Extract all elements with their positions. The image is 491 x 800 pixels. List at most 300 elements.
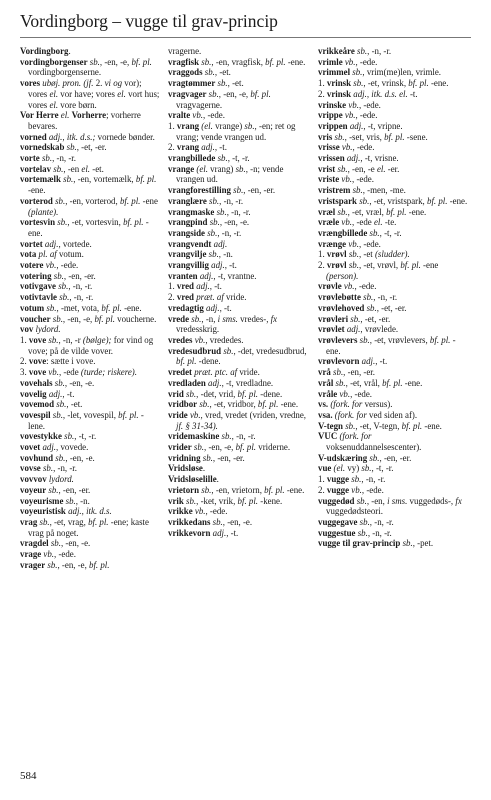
entry-text: 2. <box>318 484 327 495</box>
grammar-note: sb. <box>52 409 63 420</box>
dictionary-entry <box>168 517 310 528</box>
entry-text: vuggedøds-, <box>407 495 456 506</box>
grammar-note: vb. <box>341 174 353 185</box>
dictionary-entry <box>20 292 160 303</box>
grammar-note: sb. <box>366 302 377 313</box>
grammar-note: (plante). <box>28 206 59 217</box>
entry-text: , -et, -er. <box>376 302 407 313</box>
headword: vrage <box>20 549 42 560</box>
headword: vrippen <box>318 120 348 131</box>
grammar-note: adj. <box>346 153 361 164</box>
entry-text: , vovede. <box>56 442 89 453</box>
dictionary-entry <box>318 228 468 239</box>
headword: vovet <box>20 442 41 453</box>
headword: vranten <box>168 270 198 281</box>
grammar-note: vb. <box>348 238 359 249</box>
dictionary-entry <box>168 217 310 228</box>
entry-text: , vortede. <box>58 238 92 249</box>
dictionary-entry <box>20 410 160 431</box>
entry-text: , -n, -r. <box>53 463 77 474</box>
grammar-note: adj. <box>361 356 376 367</box>
dictionary-entry <box>20 538 160 549</box>
dictionary-entry <box>168 249 310 260</box>
entry-text: vrange) <box>212 120 245 131</box>
entry-text: , -n, -r. <box>367 527 392 538</box>
dictionary-entry <box>168 389 310 400</box>
grammar-note: adj. <box>346 324 361 335</box>
grammar-note: bf. pl. <box>101 302 122 313</box>
grammar-note: jf. § 31-34). <box>176 420 218 431</box>
grammar-note: vb. <box>348 99 359 110</box>
entry-text: -dene. <box>258 388 283 399</box>
dictionary-entry <box>168 485 310 496</box>
dictionary-entry <box>168 164 310 185</box>
grammar-note: (person). <box>326 270 359 281</box>
entry-text: , -ede. <box>355 56 378 67</box>
grammar-note: sb. <box>202 452 213 463</box>
entry-text: -ene. <box>326 334 456 356</box>
entry-text: , -ede <box>58 367 81 378</box>
grammar-note: sb. <box>363 292 374 303</box>
entry-text: , -t, vripne. <box>363 120 403 131</box>
entry-text: , -det, vrid, <box>196 388 238 399</box>
grammar-note: el. <box>60 110 70 121</box>
grammar-note: vb. <box>48 367 59 378</box>
entry-text: vredesskrig. <box>176 324 220 335</box>
dictionary-entry <box>20 57 160 78</box>
entry-text: , -en, -e. <box>64 377 95 388</box>
dictionary-entry <box>318 335 468 356</box>
dictionary-entry <box>318 463 468 474</box>
grammar-note: sb. <box>64 431 75 442</box>
grammar-note: adj., itk. d.s.; <box>48 131 96 142</box>
entry-text: -ene; kaste vrag på noget. <box>28 516 149 538</box>
grammar-note: sb. <box>348 249 359 260</box>
dictionary-entry <box>318 453 468 464</box>
grammar-note: sb. <box>41 153 53 164</box>
grammar-note: bf. pl. <box>94 313 115 324</box>
entry-text: , -t, -r. <box>379 227 402 238</box>
dictionary-entry <box>318 496 468 517</box>
grammar-note: sb. <box>48 484 59 495</box>
headword: vrangpind <box>168 217 208 228</box>
grammar-note: vb. <box>344 56 356 67</box>
grammar-note: adj. <box>201 142 215 153</box>
dictionary-entry <box>168 496 310 507</box>
dictionary-entry <box>318 260 468 281</box>
entry-text: , -met, vota, <box>56 302 102 313</box>
grammar-note: sb. <box>208 249 219 260</box>
headword: vrøvl <box>326 260 347 271</box>
grammar-note: sb. <box>353 78 364 89</box>
headword: vredesudbrud <box>168 345 222 356</box>
headword: vovhund <box>20 452 54 463</box>
dictionary-entry <box>318 249 468 260</box>
entry-text: , -et, vrål, <box>345 377 383 388</box>
entry-text: vor have; vores <box>58 88 118 99</box>
headword: vrikkevorn <box>168 527 211 538</box>
entry-text: , -en <box>63 163 82 174</box>
entry-text: 2. <box>93 78 105 89</box>
grammar-note: bf. pl. <box>237 388 259 399</box>
grammar-note: præt. ptc. af <box>194 367 238 378</box>
headword: vove <box>28 356 47 367</box>
headword: voyeuristisk <box>20 506 66 517</box>
dictionary-entry <box>318 324 468 335</box>
entry-text: 2. <box>168 142 177 153</box>
grammar-note: adj. <box>212 527 227 538</box>
entry-text: , vrøvlede. <box>360 324 399 335</box>
dictionary-entry <box>20 217 160 238</box>
headword: vorned <box>20 131 47 142</box>
headword: vue <box>318 463 332 474</box>
grammar-note: sb. <box>193 442 205 453</box>
grammar-note: bf. pl. <box>237 495 259 506</box>
dictionary-entry <box>318 410 468 421</box>
entry-text: vore børn. <box>58 99 97 110</box>
grammar-note: sb. <box>56 399 67 410</box>
grammar-note: (el. <box>196 163 208 174</box>
dictionary-entry <box>318 110 468 121</box>
dictionary-entry <box>20 249 160 260</box>
grammar-note: bf. pl. <box>384 131 405 142</box>
entry-text: , -et, vridbor, <box>209 399 258 410</box>
headword: vragvager <box>168 88 207 99</box>
headword: vores <box>20 78 41 89</box>
dictionary-entry <box>168 153 310 164</box>
headword: vrikkeåre <box>318 46 355 56</box>
grammar-note: sb. <box>335 377 346 388</box>
dictionary-entry <box>20 389 160 400</box>
headword: vrag <box>20 516 38 527</box>
dictionary-entry <box>318 528 468 539</box>
grammar-note: sb. <box>55 195 66 206</box>
entry-text: voksenuddannelsescenter). <box>326 442 422 453</box>
entry-text: , -en, <box>366 495 388 506</box>
grammar-note: i sms. <box>217 313 238 324</box>
dictionary-entry <box>168 185 310 196</box>
entry-text: -lene. <box>28 409 144 431</box>
headword: vragtømmer <box>168 78 216 89</box>
grammar-note: sb. <box>235 163 246 174</box>
dictionary-entry <box>318 207 468 218</box>
headword: vrangbillede <box>168 153 216 164</box>
dictionary-entry <box>318 281 468 292</box>
headword: vrinsk <box>326 78 352 89</box>
entry-text: versus). <box>362 399 393 410</box>
headword: vrangvendt <box>168 238 212 249</box>
grammar-note: sb. <box>334 131 345 142</box>
entry-text: , -set, vris, <box>344 131 385 142</box>
dictionary-entry <box>168 314 310 335</box>
entry-text: , vred, vredet (vriden, vredne, <box>200 409 307 420</box>
headword: vrist <box>318 163 336 174</box>
entry-text: , -n, -r. <box>69 292 94 303</box>
dictionary-entry <box>318 57 468 68</box>
grammar-note: adj. <box>213 238 228 249</box>
grammar-note: sb. <box>50 538 61 549</box>
grammar-note: vb. <box>192 110 204 121</box>
grammar-note: (sludder). <box>374 249 410 260</box>
grammar-note: pl. af <box>38 249 57 260</box>
headword: vovse <box>20 463 41 474</box>
dictionary-entry <box>20 506 160 517</box>
headword: vragfisk <box>168 56 200 67</box>
grammar-note: vb. <box>343 281 355 292</box>
headword: vove <box>28 334 47 345</box>
grammar-note: adj. <box>211 260 225 271</box>
entry-text: , -en, -er. <box>58 484 91 495</box>
dictionary-entry <box>20 174 160 195</box>
headword: vredladen <box>168 377 206 388</box>
entry-text: , -pet. <box>412 538 434 549</box>
entry-text: , -n, -r <box>58 334 83 345</box>
grammar-note: adj. <box>208 377 222 388</box>
entry-text: vride. <box>223 292 247 303</box>
grammar-note: adj. <box>48 388 63 399</box>
entry-text: 1. <box>168 120 177 131</box>
grammar-note: vb. <box>45 260 57 271</box>
entry-text: , vrim(me)len, vrimle. <box>362 67 442 78</box>
entry-text: , -ede. <box>205 506 228 517</box>
headword: Vor Herre <box>20 110 59 121</box>
grammar-note: adj. <box>349 120 364 131</box>
entry-text: vy) <box>345 463 362 474</box>
grammar-note: fx <box>455 495 462 506</box>
headword: vridemaskine <box>168 431 220 442</box>
entry-text: 2. <box>318 88 327 99</box>
entry-text: , -t, vrisne. <box>360 153 399 164</box>
entry-text: 2. <box>168 292 177 303</box>
grammar-note: sb. <box>186 388 197 399</box>
headword: vrangvilje <box>168 249 207 260</box>
entry-text: , -n, -r. <box>361 474 386 485</box>
entry-text: , -n, <box>201 313 218 324</box>
headword: vrøvleri <box>318 313 349 324</box>
headword: vrippe <box>318 110 343 121</box>
headword: vorterod <box>20 195 53 206</box>
dictionary-entry <box>168 474 310 485</box>
dictionary-entry <box>20 431 160 442</box>
grammar-note: bf. pl. <box>89 559 110 570</box>
grammar-note: sb. <box>66 142 77 153</box>
dictionary-entry <box>168 292 310 303</box>
entry-text: , -ede. <box>54 549 76 560</box>
grammar-note: adj., itk. d.s. <box>68 506 112 517</box>
grammar-note: sb. <box>359 334 370 345</box>
headword: vortet <box>20 238 43 249</box>
dictionary-entry <box>168 453 310 464</box>
grammar-note: sb. <box>212 516 223 527</box>
dictionary-entry <box>318 421 468 432</box>
headword: vovestykke <box>20 431 62 442</box>
grammar-note: i sms. <box>387 495 408 506</box>
dictionary-entry <box>168 442 310 453</box>
dictionary-entry <box>318 314 468 325</box>
dictionary-entry <box>20 378 160 389</box>
entry-text: vriderne. <box>256 442 291 453</box>
dictionary-entry <box>20 453 160 464</box>
grammar-note: bf. pl. <box>250 88 271 99</box>
entry-text: , -et <box>358 249 375 260</box>
grammar-note: sb. <box>356 495 367 506</box>
dictionary-entry <box>318 174 468 185</box>
dictionary-entry <box>168 506 310 517</box>
grammar-note: sb. <box>333 367 344 378</box>
grammar-note: el. <box>373 217 383 228</box>
grammar-note: bf. pl. <box>123 217 144 228</box>
entry-text: 1. <box>318 249 327 260</box>
grammar-note: el. <box>376 163 386 174</box>
dictionary-entry <box>168 110 310 121</box>
headword: vuggegave <box>318 516 358 527</box>
entry-text: , -ede <box>352 217 374 228</box>
dictionary-entry <box>168 239 310 250</box>
entry-text: -ene <box>140 195 158 206</box>
dictionary-entry <box>168 207 310 218</box>
grammar-note: sb. <box>201 484 212 495</box>
grammar-note: (bølge); <box>82 334 112 345</box>
dictionary-entry <box>20 46 160 57</box>
entry-text: , -t. <box>209 281 222 292</box>
dictionary-entry <box>20 367 160 378</box>
entry-text: , -ede. <box>203 110 225 121</box>
column-1 <box>20 46 160 570</box>
headword: vrøvlebøtte <box>318 292 361 303</box>
grammar-note: adj. <box>196 281 210 292</box>
headword: vrænge <box>318 238 347 249</box>
entry-text: , -et. <box>66 399 83 410</box>
grammar-note: sb. <box>53 270 64 281</box>
headword: vrager <box>20 559 46 570</box>
headword: vrange <box>168 163 195 174</box>
entry-text: 1. <box>20 334 29 345</box>
dictionary-entry <box>318 292 468 303</box>
dictionary-entry <box>168 121 310 142</box>
entry-text: , -et, vortesvin, <box>67 217 124 228</box>
entry-text: -sene. <box>404 131 428 142</box>
grammar-note: præt. af <box>196 292 224 303</box>
headword: vred <box>176 281 194 292</box>
grammar-note: bf. pl. <box>400 260 421 271</box>
grammar-note: bf. pl. <box>427 195 448 206</box>
dictionary-entry <box>168 463 310 474</box>
grammar-note: sb. <box>208 88 219 99</box>
headword: vråle <box>318 388 338 399</box>
entry-text: , -en, -e. <box>65 452 95 463</box>
headword: vristrem <box>318 185 351 196</box>
dictionary-entry <box>20 496 160 507</box>
entry-text: , -ede. <box>354 281 377 292</box>
grammar-note: vb. <box>194 506 206 517</box>
dictionary-entry <box>168 196 310 207</box>
entry-text: , -n, -r. <box>219 195 244 206</box>
grammar-note: sb. <box>58 281 69 292</box>
grammar-note: sb. <box>186 495 197 506</box>
entry-text: , -t, vredladne. <box>221 377 274 388</box>
grammar-note: sb. <box>348 260 359 271</box>
header-rule <box>20 37 471 38</box>
dictionary-entry <box>20 78 160 110</box>
entry-text: , -et. <box>214 67 231 78</box>
grammar-note: sb. <box>39 516 50 527</box>
headword: vornedskab <box>20 142 65 153</box>
entry-text: -ene. <box>28 217 149 238</box>
headword: vrangvillig <box>168 260 209 271</box>
headword: vrider <box>168 442 192 453</box>
grammar-note: sb. <box>53 163 64 174</box>
entry-text: -t. <box>407 88 418 99</box>
grammar-note: vb. <box>351 484 362 495</box>
entry-text: , -let, vovespil, <box>62 409 119 420</box>
headword: vov <box>20 324 34 335</box>
dictionary-entry <box>318 538 468 549</box>
entry-text: , -t. <box>224 260 237 271</box>
grammar-note: sb. <box>359 516 370 527</box>
entry-text: , -ket, vrik, <box>196 495 238 506</box>
entry-text: , -n, -r. <box>369 516 394 527</box>
headword: vrikkedans <box>168 516 211 527</box>
entry-text: 1. <box>168 281 177 292</box>
entry-text: -ene. <box>121 302 142 313</box>
headword: vovehals <box>20 377 53 388</box>
entry-text: , -n. <box>218 249 233 260</box>
entry-text: , -et, V-tegn, <box>355 420 402 431</box>
dictionary-entry <box>168 78 310 89</box>
grammar-note: sb. <box>233 185 244 196</box>
entry-text: -dene. <box>196 356 221 367</box>
grammar-note: sb. <box>55 452 66 463</box>
grammar-note: bf. pl. <box>235 442 257 453</box>
entry-text: , -en, -e, <box>204 442 236 453</box>
grammar-note: bf. pl. <box>265 56 286 67</box>
grammar-note: sb. <box>65 495 76 506</box>
headword: vris <box>318 131 333 142</box>
headword: vrid <box>168 388 184 399</box>
entry-text: , -en, -er. <box>243 185 276 196</box>
grammar-note: el. <box>49 88 59 99</box>
grammar-note: sb. <box>209 195 220 206</box>
page-title: Vordingborg – vugge til grav-princip <box>20 11 278 31</box>
dictionary-entry <box>20 399 160 410</box>
headword: vrinsk <box>326 88 352 99</box>
dictionary-entry <box>318 46 468 57</box>
entry-text: -ene. <box>284 484 305 495</box>
entry-text: -ene. <box>285 56 306 67</box>
grammar-note: sb. <box>52 313 63 324</box>
entry-text: -ene. <box>406 206 427 217</box>
entry-text: , -et, -er. <box>76 142 107 153</box>
entry-text: , -t. <box>62 388 75 399</box>
dictionary-entry <box>318 356 468 367</box>
grammar-note: vb. <box>344 110 356 121</box>
entry-text: , -n, -r. <box>231 431 256 442</box>
grammar-note: vb. <box>189 409 201 420</box>
grammar-note: (fork. for <box>334 409 367 420</box>
entry-text: , -en, -e, <box>57 559 90 570</box>
entry-text: , -ede. <box>358 238 381 249</box>
dictionary-entry <box>168 399 310 410</box>
grammar-note: sb. <box>217 153 228 164</box>
grammar-note: sb. <box>57 217 68 228</box>
grammar-note: vb. <box>339 388 351 399</box>
headword: vredet <box>168 367 192 378</box>
entry-text: , -t. <box>226 527 239 538</box>
headword: VUC <box>318 431 338 442</box>
grammar-note: sb. <box>204 67 215 78</box>
grammar-note: (el. <box>201 120 213 131</box>
grammar-note: adj. <box>44 238 59 249</box>
